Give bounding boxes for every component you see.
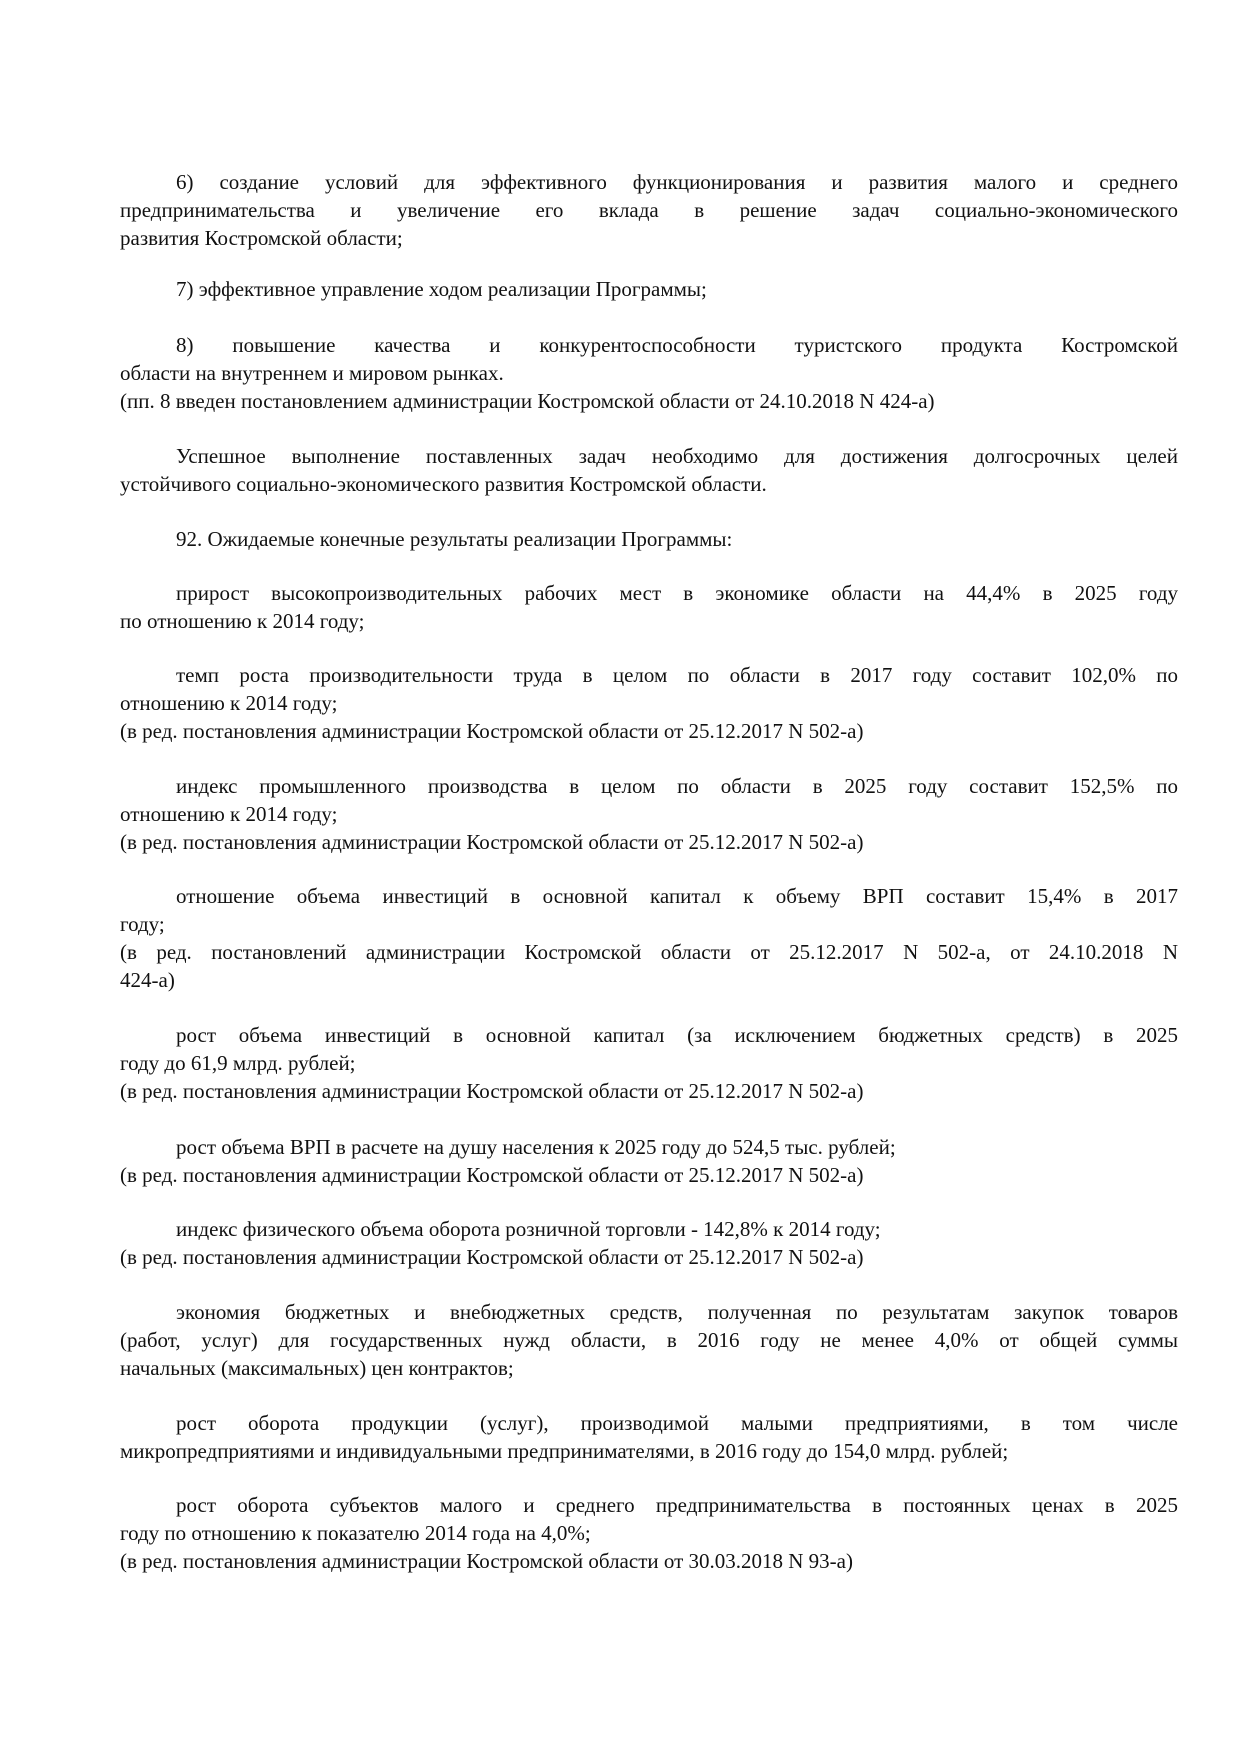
text-line: начальных (максимальных) цен контрактов;: [120, 1356, 514, 1380]
paragraph: [120, 882, 1178, 994]
amendment-note-line: 424-а): [120, 968, 175, 992]
paragraph: [120, 442, 1178, 498]
amendment-note-line: (в ред. постановлений администрации Костромской области от 25.12.2017 N 502-а, от 24.10.2018 N: [120, 940, 1178, 964]
paragraph: [120, 579, 1178, 635]
paragraph: [120, 525, 1178, 553]
amendment-note-line: (пп. 8 введен постановлением администрации Костромской области от 24.10.2018 N 424-а): [120, 389, 935, 413]
text-line: рост оборота продукции (услуг), производимой малыми предприятиями, в том числе: [176, 1411, 1178, 1435]
paragraph: [120, 1491, 1178, 1575]
paragraph: [120, 1133, 1178, 1189]
text-line: отношение объема инвестиций в основной капитал к объему ВРП составит 15,4% в 2017: [176, 884, 1178, 908]
paragraph: [120, 1215, 1178, 1271]
text-line: области на внутреннем и мировом рынках.: [120, 361, 504, 385]
text-line: 8) повышение качества и конкурентоспособности туристского продукта Костромской: [176, 333, 1178, 357]
text-line: году по отношению к показателю 2014 года на 4,0%;: [120, 1521, 591, 1545]
paragraph: [120, 168, 1178, 252]
text-line: отношению к 2014 году;: [120, 802, 338, 826]
text-line: микропредприятиями и индивидуальными предпринимателями, в 2016 году до 154,0 млрд. рублей;: [120, 1439, 1009, 1463]
text-line: году;: [120, 912, 165, 936]
text-line: 6) создание условий для эффективного функционирования и развития малого и среднего: [176, 170, 1178, 194]
amendment-note-line: (в ред. постановления администрации Костромской области от 25.12.2017 N 502-а): [120, 719, 864, 743]
text-line: 92. Ожидаемые конечные результаты реализации Программы:: [176, 527, 733, 551]
paragraph: [120, 1298, 1178, 1382]
text-line: прирост высокопроизводительных рабочих мест в экономике области на 44,4% в 2025 году: [176, 581, 1178, 605]
amendment-note-line: (в ред. постановления администрации Костромской области от 25.12.2017 N 502-а): [120, 1245, 864, 1269]
text-line: рост объема ВРП в расчете на душу населения к 2025 году до 524,5 тыс. рублей;: [176, 1135, 896, 1159]
paragraph: [120, 1021, 1178, 1105]
amendment-note-line: (в ред. постановления администрации Костромской области от 25.12.2017 N 502-а): [120, 1163, 864, 1187]
text-line: отношению к 2014 году;: [120, 691, 338, 715]
paragraph: [120, 331, 1178, 415]
amendment-note-line: (в ред. постановления администрации Костромской области от 25.12.2017 N 502-а): [120, 830, 864, 854]
text-line: устойчивого социально-экономического развития Костромской области.: [120, 472, 767, 496]
text-line: 7) эффективное управление ходом реализации Программы;: [176, 277, 707, 301]
amendment-note-line: (в ред. постановления администрации Костромской области от 30.03.2018 N 93-а): [120, 1549, 853, 1573]
paragraph: [120, 772, 1178, 856]
text-line: (работ, услуг) для государственных нужд области, в 2016 году не менее 4,0% от общей суммы: [120, 1328, 1178, 1352]
text-line: темп роста производительности труда в целом по области в 2017 году составит 102,0% по: [176, 663, 1178, 687]
text-line: Успешное выполнение поставленных задач необходимо для достижения долгосрочных целей: [176, 444, 1178, 468]
text-line: экономия бюджетных и внебюджетных средств, полученная по результатам закупок товаров: [176, 1300, 1178, 1324]
text-line: по отношению к 2014 году;: [120, 609, 365, 633]
paragraph: [120, 661, 1178, 745]
paragraph: [120, 275, 1178, 303]
text-line: индекс физического объема оборота розничной торговли - 142,8% к 2014 году;: [176, 1217, 881, 1241]
text-line: предпринимательства и увеличение его вклада в решение задач социально-экономического: [120, 198, 1178, 222]
text-line: развития Костромской области;: [120, 226, 403, 250]
text-line: индекс промышленного производства в целом по области в 2025 году составит 152,5% по: [176, 774, 1178, 798]
text-line: рост оборота субъектов малого и среднего предпринимательства в постоянных ценах в 2025: [176, 1493, 1178, 1517]
text-line: рост объема инвестиций в основной капитал (за исключением бюджетных средств) в 2025: [176, 1023, 1178, 1047]
paragraph: [120, 1409, 1178, 1465]
text-line: году до 61,9 млрд. рублей;: [120, 1051, 356, 1075]
amendment-note-line: (в ред. постановления администрации Костромской области от 25.12.2017 N 502-а): [120, 1079, 864, 1103]
